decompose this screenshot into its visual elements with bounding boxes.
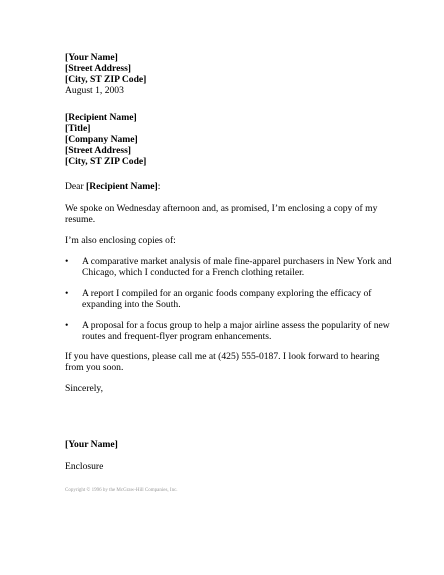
list-item (65, 320, 395, 342)
list-item-text: A proposal for a focus group to help a major airline assess the popularity of new routes and frequent-flyer program enhancements. (82, 320, 390, 342)
closing: Sincerely, (65, 383, 104, 394)
letter-page (65, 52, 395, 494)
bullet-icon: • (65, 320, 69, 331)
sender-name: [Your Name] (65, 52, 118, 63)
list-item (65, 288, 395, 310)
list-item-text: A comparative market analysis of male fine-apparel purchasers in New York and Chicago, which I conducted for a French clothing retailer. (82, 256, 392, 278)
sender-street: [Street Address] (65, 63, 131, 74)
body-paragraph-1: We spoke on Wednesday afternoon and, as promised, I’m enclosing a copy of my resume. (65, 203, 378, 225)
recipient-company: [Company Name] (65, 134, 138, 145)
salutation-prefix: Dear (65, 181, 87, 192)
sender-block (65, 52, 395, 96)
salutation-name: [Recipient Name] (86, 181, 158, 192)
copyright-notice: Copyright © 1996 by the McGraw-Hill Companies, Inc. (65, 488, 178, 493)
enclosure-notation: Enclosure (65, 461, 104, 472)
salutation (65, 181, 395, 192)
recipient-name: [Recipient Name] (65, 112, 137, 123)
recipient-city: [City, ST ZIP Code] (65, 156, 147, 167)
salutation-suffix: : (157, 181, 161, 192)
recipient-title: [Title] (65, 123, 91, 134)
recipient-block (65, 112, 395, 167)
list-item-text: A report I compiled for an organic foods company exploring the efficacy of expanding into the South. (82, 288, 372, 310)
bullet-icon: • (65, 288, 69, 299)
enclosure-list (65, 256, 395, 342)
body-paragraph-3: If you have questions, please call me at (425) 555-0187. I look forward to hearing from you soon. (65, 351, 380, 373)
sender-city: [City, ST ZIP Code] (65, 74, 147, 85)
signature-name: [Your Name] (65, 439, 118, 450)
bullet-icon: • (65, 256, 69, 267)
list-item (65, 256, 395, 278)
body-paragraph-2: I’m also enclosing copies of: (65, 235, 176, 246)
recipient-street: [Street Address] (65, 145, 131, 156)
letter-date: August 1, 2003 (65, 85, 124, 96)
